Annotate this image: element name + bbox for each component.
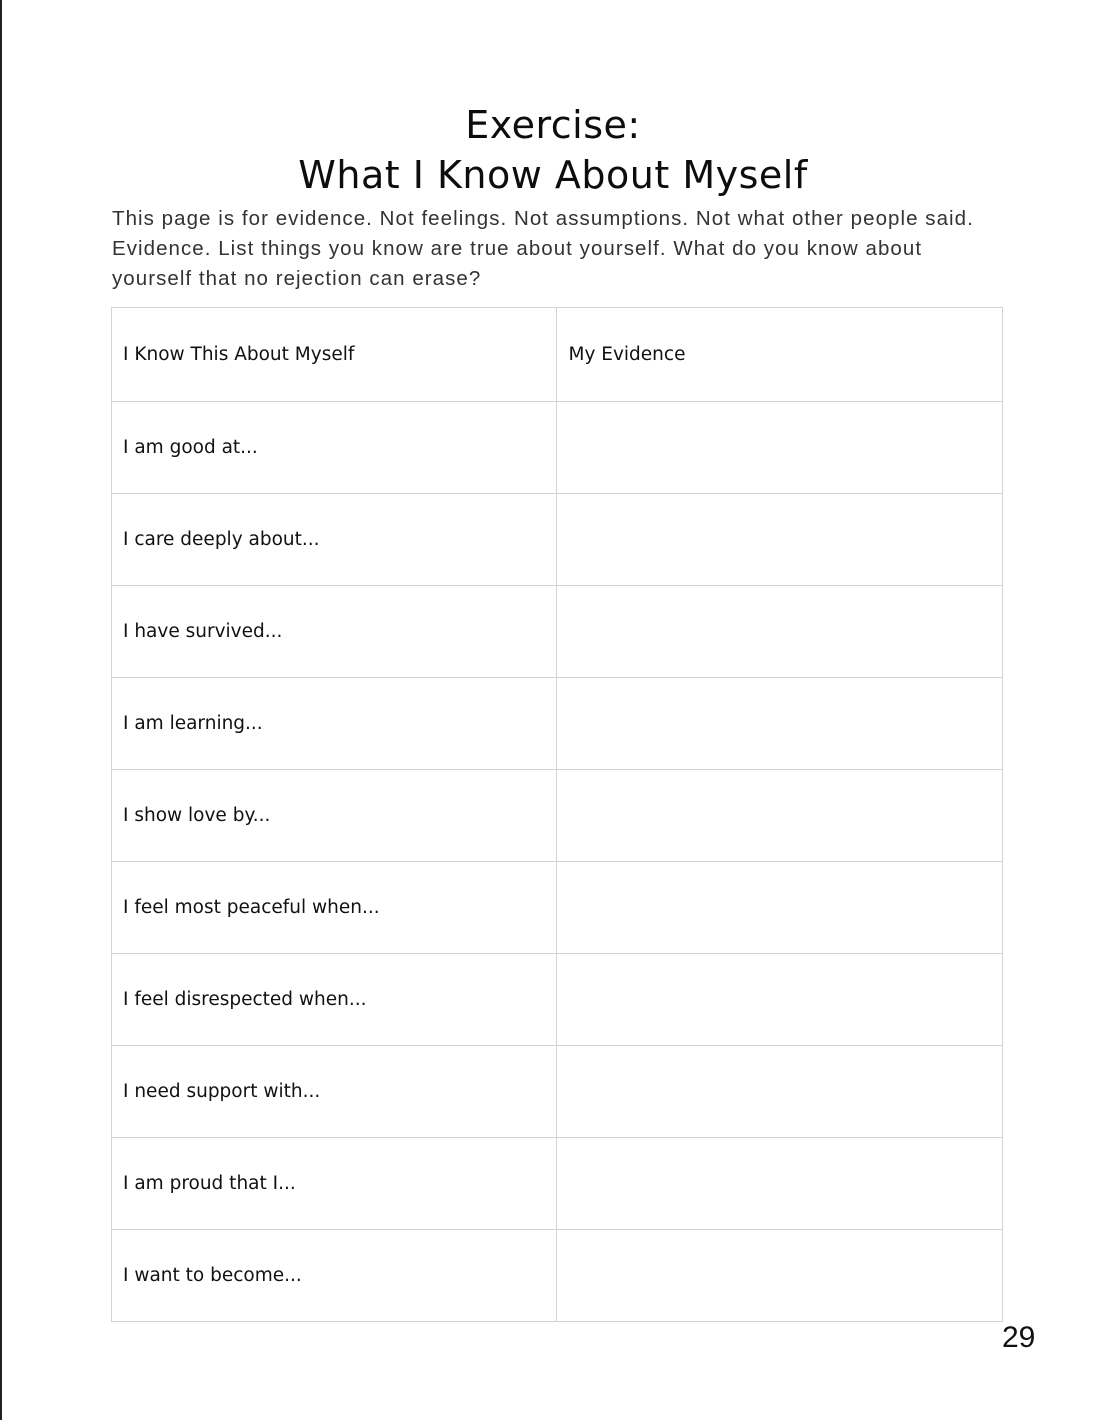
prompt-cell: I am learning...: [112, 678, 557, 770]
table-row: [112, 1138, 1003, 1230]
prompt-cell: I want to become...: [112, 1230, 557, 1322]
table-row: [112, 954, 1003, 1046]
table-row: [112, 586, 1003, 678]
page-title: What I Know About Myself: [298, 153, 808, 197]
prompt-cell: I am good at...: [112, 402, 557, 494]
column-header-know: I Know This About Myself: [112, 308, 557, 402]
evidence-cell[interactable]: [557, 862, 1003, 954]
evidence-cell[interactable]: [557, 1138, 1003, 1230]
table-row: [112, 770, 1003, 862]
intro-paragraph: This page is for evidence. Not feelings. Not assumptions. Not what other people said. Evidence. List things you know are true about yourself. What do you know about yourself that no rejection can erase?: [112, 207, 974, 290]
column-header-evidence: My Evidence: [557, 308, 1003, 402]
evidence-cell[interactable]: [557, 402, 1003, 494]
table-row: [112, 1046, 1003, 1138]
evidence-cell[interactable]: [557, 1046, 1003, 1138]
prompt-cell: I have survived...: [112, 586, 557, 678]
page-left-edge: [0, 0, 2, 1420]
table-row: [112, 1230, 1003, 1322]
exercise-label: Exercise:: [465, 103, 641, 147]
prompt-cell: I care deeply about...: [112, 494, 557, 586]
table-row: [112, 862, 1003, 954]
table-header-row: [112, 308, 1003, 402]
evidence-cell[interactable]: [557, 954, 1003, 1046]
prompt-cell: I feel disrespected when...: [112, 954, 557, 1046]
table-row: [112, 494, 1003, 586]
table-row: [112, 678, 1003, 770]
evidence-table: [111, 307, 1003, 1322]
page-number: 29: [1002, 1321, 1036, 1354]
table-row: [112, 402, 1003, 494]
evidence-cell[interactable]: [557, 586, 1003, 678]
prompt-cell: I feel most peaceful when...: [112, 862, 557, 954]
prompt-cell: I need support with...: [112, 1046, 557, 1138]
evidence-cell[interactable]: [557, 678, 1003, 770]
evidence-cell[interactable]: [557, 770, 1003, 862]
prompt-cell: I show love by...: [112, 770, 557, 862]
evidence-cell[interactable]: [557, 1230, 1003, 1322]
prompt-cell: I am proud that I...: [112, 1138, 557, 1230]
evidence-cell[interactable]: [557, 494, 1003, 586]
